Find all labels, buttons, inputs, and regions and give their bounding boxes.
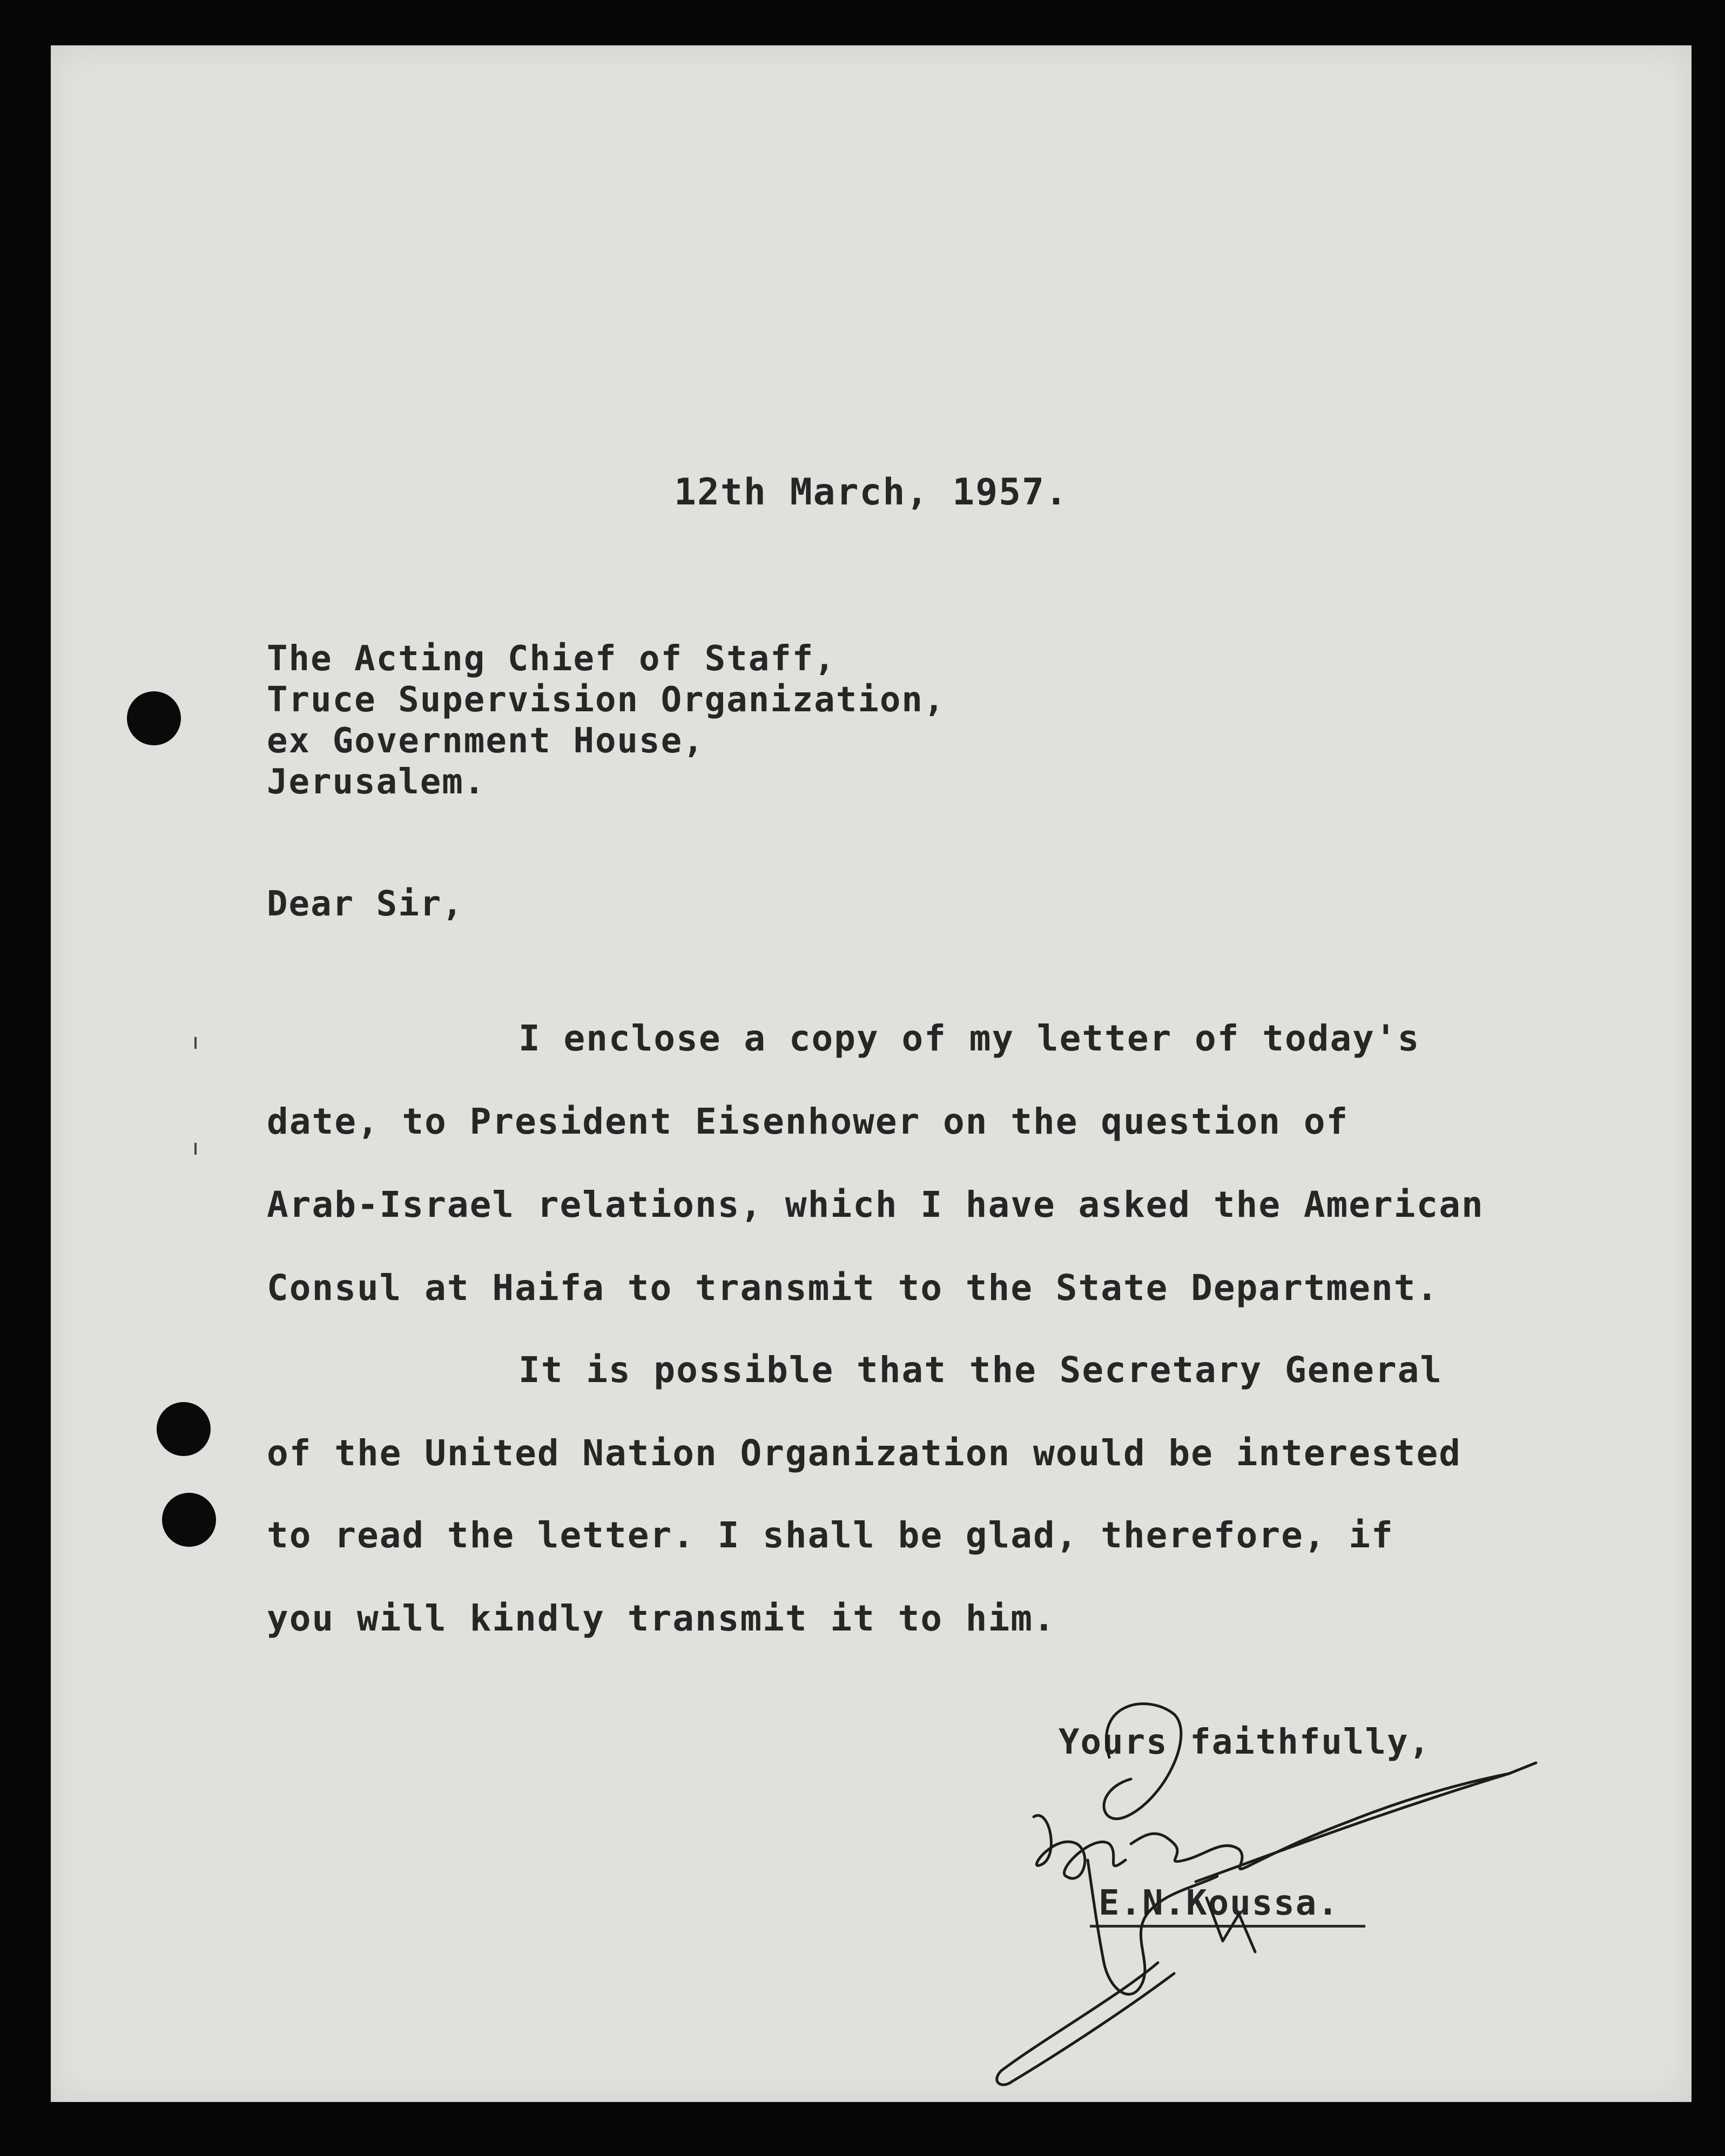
closing: Yours faithfully,: [1059, 1722, 1431, 1762]
margin-mark: [194, 1143, 197, 1155]
body-line: of the United Nation Organization would be interested: [267, 1432, 1461, 1474]
punch-hole-middle: [157, 1402, 211, 1456]
letter-page: [51, 45, 1692, 2102]
body-line: I enclose a copy of my letter of today's: [518, 1018, 1420, 1059]
handwritten-signature: [969, 1682, 1574, 2103]
recipient-line: The Acting Chief of Staff,: [267, 639, 836, 679]
punch-hole-bottom: [162, 1493, 216, 1547]
salutation: Dear Sir,: [267, 884, 464, 924]
body-line: you will kindly transmit it to him.: [267, 1598, 1056, 1639]
body-line: It is possible that the Secretary General: [518, 1349, 1443, 1391]
signer-name: E.N.Koussa.: [1099, 1883, 1339, 1923]
margin-mark: [194, 1037, 197, 1049]
body-line: Arab-Israel relations, which I have asked the American: [267, 1184, 1484, 1225]
recipient-line: ex Government House,: [267, 721, 705, 761]
recipient-line: Jerusalem.: [267, 762, 486, 802]
body-line: to read the letter. I shall be glad, therefore, if: [267, 1514, 1394, 1556]
punch-hole-top: [127, 691, 181, 745]
recipient-line: Truce Supervision Organization,: [267, 680, 946, 720]
body-line: Consul at Haifa to transmit to the State Department.: [267, 1267, 1439, 1309]
letter-date: 12th March, 1957.: [674, 471, 1068, 514]
body-line: date, to President Eisenhower on the question of: [267, 1101, 1349, 1142]
